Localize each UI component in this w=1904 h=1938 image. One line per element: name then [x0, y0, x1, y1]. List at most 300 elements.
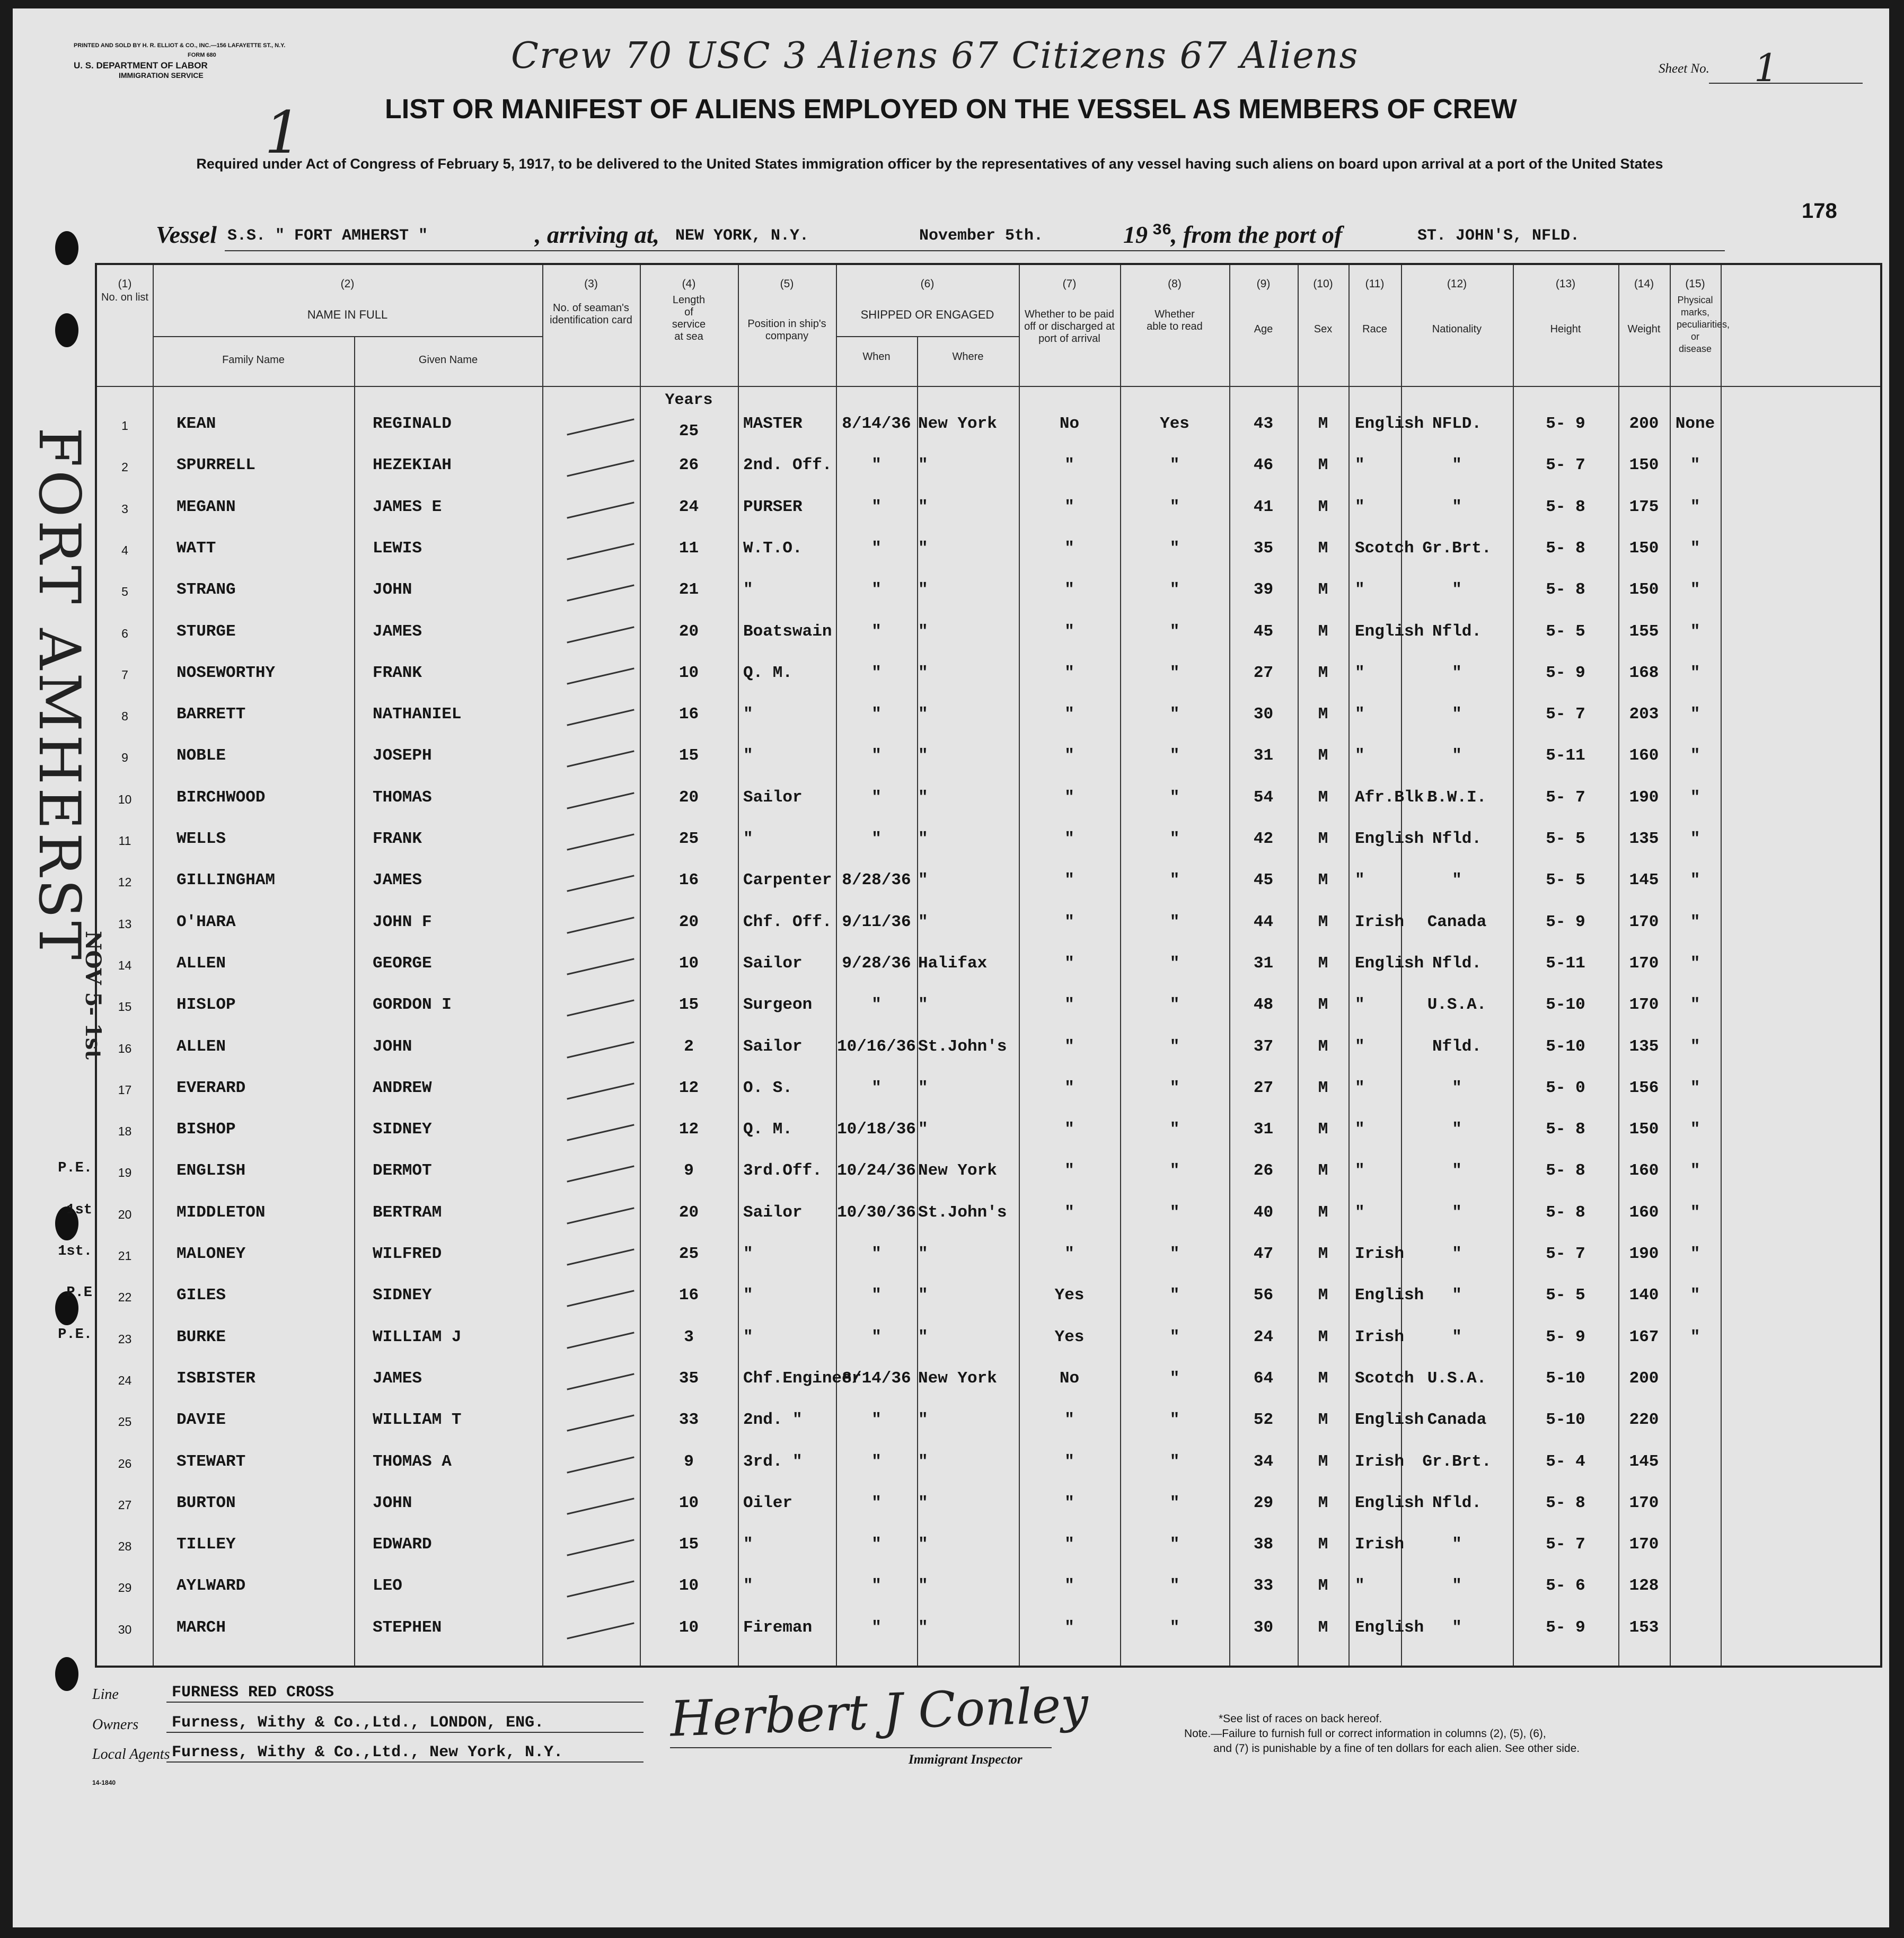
- family-name: BIRCHWOOD: [177, 788, 266, 807]
- owners-rule: [166, 1732, 644, 1733]
- family-name: STURGE: [177, 622, 236, 641]
- ship-position: ": [743, 1576, 753, 1596]
- physical-marks: ": [1690, 456, 1700, 475]
- nationality: ": [1452, 663, 1462, 682]
- weight: 220: [1629, 1411, 1659, 1430]
- weight: 203: [1629, 705, 1659, 724]
- sex: M: [1318, 1411, 1328, 1430]
- id-card-check-mark: [567, 1082, 634, 1099]
- ship-position: Sailor: [743, 788, 803, 807]
- id-card-check-mark: [567, 1207, 634, 1224]
- id-card-check-mark: [567, 667, 634, 684]
- family-name: BURKE: [177, 1327, 226, 1346]
- race: Afr.Blk.: [1355, 788, 1434, 807]
- service-years: 10: [678, 1493, 699, 1512]
- col-11-label: Race: [1362, 323, 1387, 335]
- sex: M: [1318, 1535, 1328, 1554]
- weight: 200: [1629, 415, 1659, 433]
- service-years: 2: [684, 1037, 694, 1056]
- family-name: GILLINGHAM: [177, 871, 276, 890]
- nationality: ": [1452, 871, 1462, 890]
- engaged-when: ": [871, 539, 882, 558]
- engaged-when: ": [871, 1327, 882, 1346]
- nationality: ": [1452, 746, 1462, 765]
- sex: M: [1318, 746, 1328, 765]
- nationality: Nfld.: [1432, 954, 1482, 973]
- col-3-label: No. of seaman's identification card: [550, 302, 632, 326]
- row-number: 27: [118, 1497, 132, 1512]
- row-number: 30: [118, 1622, 132, 1636]
- weight: 170: [1629, 996, 1659, 1015]
- paid-off: ": [1064, 871, 1074, 890]
- manifest-sheet: [13, 8, 1889, 1927]
- id-card-check-mark: [567, 585, 634, 602]
- row-number: 16: [118, 1041, 132, 1055]
- engaged-when: ": [871, 830, 882, 848]
- family-name: MIDDLETON: [177, 1203, 266, 1222]
- service-years: 16: [678, 871, 699, 890]
- ship-position: PURSER: [743, 497, 803, 516]
- row-number: 2: [121, 460, 128, 474]
- age: 30: [1253, 1618, 1274, 1637]
- service-years: 9: [684, 1452, 694, 1471]
- given-name: LEWIS: [373, 539, 422, 558]
- sex: M: [1318, 415, 1328, 433]
- years-label: Years: [665, 391, 713, 409]
- nationality: ": [1452, 497, 1462, 516]
- id-card-check-mark: [567, 460, 634, 477]
- weight: 160: [1629, 1161, 1659, 1181]
- sex: M: [1318, 622, 1328, 641]
- service-name: IMMIGRATION SERVICE: [119, 71, 204, 80]
- height: 5- 8: [1546, 580, 1585, 600]
- physical-marks: ": [1690, 1203, 1700, 1222]
- ship-position: MASTER: [743, 415, 803, 433]
- nationality: ": [1452, 1203, 1462, 1222]
- given-name: WILLIAM J: [373, 1327, 462, 1346]
- able-to-read: ": [1169, 788, 1180, 807]
- height: 5- 9: [1546, 912, 1585, 931]
- nationality: Canada: [1427, 1411, 1487, 1430]
- race: ": [1355, 456, 1365, 475]
- id-card-check-mark: [567, 1581, 634, 1598]
- arrival-port: NEW YORK, N.Y.: [675, 227, 809, 245]
- department-name: U. S. DEPARTMENT OF LABOR: [74, 60, 208, 71]
- age: 26: [1253, 1161, 1274, 1181]
- paid-off: ": [1064, 1161, 1074, 1181]
- given-name: JOSEPH: [373, 746, 432, 765]
- id-card-check-mark: [567, 1248, 634, 1265]
- paid-off: ": [1064, 954, 1074, 973]
- sex: M: [1318, 705, 1328, 724]
- sex: M: [1318, 497, 1328, 516]
- age: 40: [1253, 1203, 1274, 1222]
- weight: 135: [1629, 1037, 1659, 1056]
- arriving-label: , arriving at,: [535, 221, 660, 248]
- race: ": [1355, 1203, 1365, 1222]
- nationality: ": [1452, 1535, 1462, 1554]
- agents-value: Furness, Withy & Co.,Ltd., New York, N.Y.: [172, 1743, 563, 1761]
- ship-position: ": [743, 1327, 753, 1346]
- race: ": [1355, 1576, 1365, 1596]
- col-14-number: (14): [1634, 278, 1654, 290]
- height: 5-10: [1546, 996, 1585, 1015]
- ship-position: ": [743, 705, 753, 724]
- engaged-when: ": [871, 1411, 882, 1430]
- weight: 150: [1629, 580, 1659, 600]
- age: 47: [1253, 1245, 1274, 1263]
- physical-marks: ": [1690, 497, 1700, 516]
- race: Scotch: [1355, 1369, 1414, 1388]
- engaged-when: 10/24/36: [837, 1161, 916, 1181]
- given-name: LEO: [373, 1576, 402, 1596]
- age: 41: [1253, 497, 1274, 516]
- paid-off: ": [1064, 1493, 1074, 1512]
- service-years: 11: [678, 539, 699, 558]
- penalty-note-1: Note.—Failure to furnish full or correct information in columns (2), (5), (6),: [1184, 1728, 1546, 1740]
- service-years: 25: [678, 422, 699, 441]
- able-to-read: ": [1169, 1369, 1180, 1388]
- paid-off: ": [1064, 705, 1074, 724]
- weight: 160: [1629, 746, 1659, 765]
- race: English: [1355, 954, 1424, 973]
- family-name: KEAN: [177, 415, 216, 433]
- paid-off: ": [1064, 580, 1074, 600]
- row-number: 25: [118, 1415, 132, 1429]
- engaged-where: ": [918, 1411, 928, 1430]
- engaged-where: ": [918, 830, 928, 848]
- engaged-when: ": [871, 456, 882, 475]
- paid-off: ": [1064, 497, 1074, 516]
- col-7-number: (7): [1062, 278, 1077, 290]
- col-given-name: Given Name: [418, 354, 478, 366]
- vessel-line-rule: [225, 250, 1725, 251]
- physical-marks: ": [1690, 580, 1700, 600]
- service-years: 20: [678, 788, 699, 807]
- physical-marks: ": [1690, 1078, 1700, 1097]
- engaged-where: New York: [918, 1161, 997, 1181]
- paid-off: ": [1064, 1037, 1074, 1056]
- engaged-when: 10/30/36: [837, 1203, 916, 1222]
- service-years: 20: [678, 912, 699, 931]
- col-1-label: No. on list: [101, 292, 148, 303]
- family-name: MEGANN: [177, 497, 236, 516]
- physical-marks: ": [1690, 830, 1700, 848]
- age: 24: [1253, 1327, 1274, 1346]
- nationality: Nfld.: [1432, 830, 1482, 848]
- race: English: [1355, 830, 1424, 848]
- row-number: 1: [121, 419, 128, 433]
- ship-position: ": [743, 580, 753, 600]
- id-card-check-mark: [567, 1124, 634, 1141]
- engaged-when: ": [871, 1078, 882, 1097]
- service-years: 3: [684, 1327, 694, 1346]
- race: English: [1355, 1286, 1424, 1305]
- from-port-label: , from the port of: [1171, 221, 1343, 248]
- ship-position: 3rd. ": [743, 1452, 803, 1471]
- sex: M: [1318, 1037, 1328, 1056]
- engaged-where: ": [918, 1120, 928, 1139]
- row-number: 15: [118, 1000, 132, 1014]
- id-card-check-mark: [567, 1415, 634, 1432]
- age: 48: [1253, 996, 1274, 1015]
- ship-position: O. S.: [743, 1078, 793, 1097]
- able-to-read: ": [1169, 954, 1180, 973]
- nationality: ": [1452, 456, 1462, 475]
- race: English: [1355, 1618, 1424, 1637]
- weight: 200: [1629, 1369, 1659, 1388]
- engaged-when: 8/28/36: [842, 871, 911, 890]
- ship-position: 2nd. ": [743, 1411, 803, 1430]
- sex: M: [1318, 1286, 1328, 1305]
- age: 29: [1253, 1493, 1274, 1512]
- height: 5- 4: [1546, 1452, 1585, 1471]
- service-years: 20: [678, 622, 699, 641]
- service-years: 21: [678, 580, 699, 600]
- ship-position: Q. M.: [743, 663, 793, 682]
- weight: 160: [1629, 1203, 1659, 1222]
- row-number: 9: [121, 751, 128, 765]
- physical-marks: ": [1690, 746, 1700, 765]
- col-8-number: (8): [1168, 278, 1182, 290]
- col-4-number: (4): [682, 278, 696, 290]
- race: ": [1355, 996, 1365, 1015]
- given-name: THOMAS: [373, 788, 432, 807]
- given-name: WILLIAM T: [373, 1411, 462, 1430]
- engaged-where: ": [918, 539, 928, 558]
- given-name: EDWARD: [373, 1535, 432, 1554]
- row-number: 7: [121, 667, 128, 682]
- engaged-when: ": [871, 1493, 882, 1512]
- height: 5- 7: [1546, 456, 1585, 475]
- given-name: JAMES E: [373, 497, 442, 516]
- given-name: NATHANIEL: [373, 705, 462, 724]
- id-card-check-mark: [567, 1290, 634, 1307]
- height: 5-10: [1546, 1037, 1585, 1056]
- able-to-read: ": [1169, 580, 1180, 600]
- able-to-read: ": [1169, 1037, 1180, 1056]
- race: Irish: [1355, 1327, 1405, 1346]
- given-name: JAMES: [373, 622, 422, 641]
- owners-value: Furness, Withy & Co.,Ltd., LONDON, ENG.: [172, 1714, 544, 1732]
- ship-position: ": [743, 1286, 753, 1305]
- sex: M: [1318, 1327, 1328, 1346]
- engaged-when: 9/28/36: [842, 954, 911, 973]
- engaged-when: ": [871, 663, 882, 682]
- paid-off: ": [1064, 1245, 1074, 1263]
- engaged-where: ": [918, 1327, 928, 1346]
- engaged-where: ": [918, 1576, 928, 1596]
- physical-marks: ": [1690, 912, 1700, 931]
- given-name: JAMES: [373, 1369, 422, 1388]
- able-to-read: ": [1169, 456, 1180, 475]
- family-name: ALLEN: [177, 954, 226, 973]
- given-name: THOMAS A: [373, 1452, 452, 1471]
- ship-position: W.T.O.: [743, 539, 803, 558]
- id-card-check-mark: [567, 1373, 634, 1390]
- printer-credit: PRINTED AND SOLD BY H. R. ELLIOT & CO., INC.—156 LAFAYETTE ST., N.Y.: [74, 42, 286, 49]
- ship-position: Sailor: [743, 1203, 803, 1222]
- physical-marks: ": [1690, 1327, 1700, 1346]
- family-name: BARRETT: [177, 705, 246, 724]
- row-number: 22: [118, 1290, 132, 1305]
- physical-marks: ": [1690, 663, 1700, 682]
- engaged-where: ": [918, 705, 928, 724]
- nationality: B.W.I.: [1427, 788, 1487, 807]
- family-name: WELLS: [177, 830, 226, 848]
- race: English: [1355, 415, 1424, 433]
- paid-off: ": [1064, 788, 1074, 807]
- col-family-name: Family Name: [222, 354, 285, 366]
- punch-hole: [55, 313, 78, 347]
- engaged-where: St.John's: [918, 1203, 1007, 1222]
- age: 31: [1253, 746, 1274, 765]
- margin-status-mark: P.E: [66, 1285, 92, 1301]
- race: Irish: [1355, 912, 1405, 931]
- given-name: REGINALD: [373, 415, 452, 433]
- family-name: MALONEY: [177, 1245, 246, 1263]
- given-name: JAMES: [373, 871, 422, 890]
- physical-marks: ": [1690, 788, 1700, 807]
- line-value: FURNESS RED CROSS: [172, 1684, 334, 1702]
- col-9-number: (9): [1256, 278, 1271, 290]
- row-number: 3: [121, 501, 128, 516]
- height: 5-10: [1546, 1411, 1585, 1430]
- service-years: 10: [678, 1576, 699, 1596]
- col-11-number: (11): [1365, 278, 1385, 290]
- weight: 167: [1629, 1327, 1659, 1346]
- able-to-read: ": [1169, 1245, 1180, 1263]
- able-to-read: ": [1169, 1452, 1180, 1471]
- paid-off: ": [1064, 996, 1074, 1015]
- given-name: JOHN: [373, 580, 412, 600]
- engaged-when: ": [871, 1245, 882, 1263]
- service-years: 9: [684, 1161, 694, 1181]
- row-number: 24: [118, 1373, 132, 1387]
- race: ": [1355, 1161, 1365, 1181]
- sex: M: [1318, 996, 1328, 1015]
- height: 5- 7: [1546, 1245, 1585, 1263]
- engaged-where: ": [918, 456, 928, 475]
- weight: 168: [1629, 663, 1659, 682]
- sex: M: [1318, 1078, 1328, 1097]
- age: 46: [1253, 456, 1274, 475]
- weight: 170: [1629, 1493, 1659, 1512]
- race: ": [1355, 497, 1365, 516]
- engaged-when: ": [871, 746, 882, 765]
- sex: M: [1318, 1576, 1328, 1596]
- race: ": [1355, 746, 1365, 765]
- engaged-when: ": [871, 1286, 882, 1305]
- engaged-when: ": [871, 580, 882, 600]
- nationality: U.S.A.: [1427, 1369, 1487, 1388]
- col-3-number: (3): [584, 278, 598, 290]
- engaged-where: Halifax: [918, 954, 988, 973]
- nationality: ": [1452, 1576, 1462, 1596]
- engaged-when: ": [871, 788, 882, 807]
- given-name: SIDNEY: [373, 1120, 432, 1139]
- age: 27: [1253, 663, 1274, 682]
- col-6-number: (6): [920, 278, 935, 290]
- ship-position: ": [743, 1245, 753, 1263]
- physical-marks: ": [1690, 954, 1700, 973]
- ship-position: Chf. Off.: [743, 912, 832, 931]
- able-to-read: ": [1169, 1535, 1180, 1554]
- engaged-where: ": [918, 622, 928, 641]
- service-years: 20: [678, 1203, 699, 1222]
- ship-position: Carpenter: [743, 871, 832, 890]
- able-to-read: ": [1169, 1120, 1180, 1139]
- agents-rule: [166, 1761, 644, 1763]
- punch-hole: [55, 1657, 78, 1691]
- family-name: STEWART: [177, 1452, 246, 1471]
- engaged-where: New York: [918, 1369, 997, 1388]
- weight: 140: [1629, 1286, 1659, 1305]
- service-years: 12: [678, 1078, 699, 1097]
- nationality: ": [1452, 1245, 1462, 1263]
- given-name: JOHN F: [373, 912, 432, 931]
- id-card-check-mark: [567, 709, 634, 726]
- col-8-label: Whether able to read: [1147, 309, 1203, 332]
- age: 33: [1253, 1576, 1274, 1596]
- given-name: SIDNEY: [373, 1286, 432, 1305]
- ship-position: ": [743, 830, 753, 848]
- signature-rule: [670, 1747, 1052, 1748]
- engaged-where: ": [918, 1535, 928, 1554]
- able-to-read: ": [1169, 1618, 1180, 1637]
- line-rule: [166, 1702, 644, 1703]
- sheet-underline: [1709, 83, 1863, 84]
- race: ": [1355, 580, 1365, 600]
- agents-label: Local Agents: [92, 1746, 170, 1763]
- col-10-label: Sex: [1314, 323, 1333, 335]
- nationality: ": [1452, 1161, 1462, 1181]
- row-number: 21: [118, 1249, 132, 1263]
- id-card-check-mark: [567, 751, 634, 768]
- family-name: SPURRELL: [177, 456, 255, 475]
- service-years: 25: [678, 1245, 699, 1263]
- margin-status-mark: P.E.: [58, 1326, 92, 1343]
- given-name: DERMOT: [373, 1161, 432, 1181]
- height: 5- 7: [1546, 1535, 1585, 1554]
- given-name: BERTRAM: [373, 1203, 442, 1222]
- height: 5- 5: [1546, 830, 1585, 848]
- ship-position: Sailor: [743, 1037, 803, 1056]
- able-to-read: ": [1169, 830, 1180, 848]
- physical-marks: ": [1690, 1037, 1700, 1056]
- id-card-check-mark: [567, 1456, 634, 1473]
- sex: M: [1318, 1120, 1328, 1139]
- engaged-when: ": [871, 1452, 882, 1471]
- able-to-read: ": [1169, 1576, 1180, 1596]
- race: Irish: [1355, 1245, 1405, 1263]
- given-name: GEORGE: [373, 954, 432, 973]
- nationality: Nfld.: [1432, 622, 1482, 641]
- paid-off: ": [1064, 1411, 1074, 1430]
- row-number: 29: [118, 1581, 132, 1595]
- able-to-read: ": [1169, 663, 1180, 682]
- engaged-where: ": [918, 1452, 928, 1471]
- service-years: 10: [678, 954, 699, 973]
- engaged-where: ": [918, 663, 928, 682]
- service-years: 10: [678, 1618, 699, 1637]
- race: ": [1355, 871, 1365, 890]
- service-years: 24: [678, 497, 699, 516]
- weight: 145: [1629, 871, 1659, 890]
- given-name: STEPHEN: [373, 1618, 442, 1637]
- able-to-read: ": [1169, 1203, 1180, 1222]
- nationality: ": [1452, 1327, 1462, 1346]
